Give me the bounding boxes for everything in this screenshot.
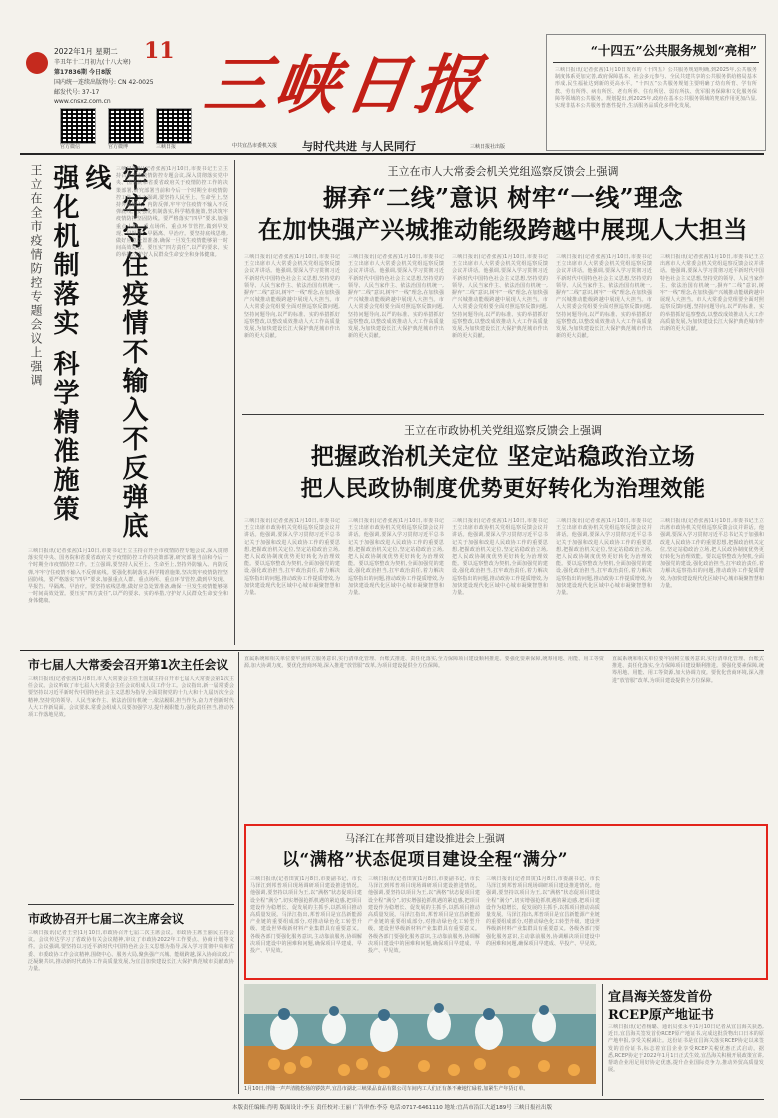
highlight-right-text: 直属系统和相关单位要牢固树立服务意识,实行清单化管理、台账式推进、责任化落实,全力保障项目建设顺利推进。要强化要素保障,统筹用地、用能、用工等资源,加大协调力度。要优化营商环境,深入推进“放管服”改革,为项目建设提供全方位保障。 bbox=[612, 656, 764, 684]
side-story-two-body: 三峡日报讯(记者王莹)1月10日,市政协召开七届二次主席会议。市政协主席王丽民主持会议。会议传达学习了省政协有关会议精神,审议了市政协2022年工作要点、协商计划等文件。会议强调,要坚持以习近平新时代中国特色社会主义思想为指导,深入学习贯彻中央和省委、市委政协工作会议精神,围绕中心、服务大局,聚焦强产兴城、能级跨越,深入协商议政,广泛凝聚共识,推动新时代政协工作高质量发展,为宜昌加快建设长江大保护典范城市贡献政协力量。 bbox=[28, 930, 234, 973]
masthead-date-line: 2022年1月 星期二 bbox=[54, 47, 118, 56]
top-box-body: 三峡日报讯(记者张茜)1月10日发布的《十四五》公共服务规划明确,到2025年,公共服务制度体系更加完善,政府保障基本、社会多元参与、全民共建共享的公共服务供给格局基本形成,民生福祉达到新的更高水平。“十四五”公共服务规划主要明确了幼有所育、学有所教、劳有所得、病有所医、老有所养、住有所居、弱有所扶、优军服务保障和文化服务保障等领域的公共服务。规划提出,到2025年,政府在基本公共服务领域的兜底作用更加凸显,实现非基本公共服务普惠性提升,生活服务品质化多样化发展。 bbox=[555, 67, 757, 110]
masthead-issue: 第17836期 今日8版 bbox=[54, 69, 112, 76]
article-two-headline-1: 把握政治机关定位 坚定站稳政治立场 bbox=[310, 443, 696, 470]
article-one-col-1: 三峡日报讯(记者张茜)1月10日,市委书记王立出席市人大常委会机关党组巡察反馈会议并讲话。他强调,要深入学习贯彻习近平新时代中国特色社会主义思想,坚持党的领导、人民当家作主、依法治国有机统一,摒弃“二线”意识,树牢“一线”理念,在加快强产兴城推动能级跨越中展现人大担当。市人大常委会党组要全面对照巡察反馈问题,坚持问题导向,以严的标准、实的举措抓好巡察整改,以整改成效推动人大工作高质量发展,为加快建设长江大保护典范城市作出新的更大贡献。 bbox=[244, 254, 340, 340]
qr-code-weibo bbox=[108, 108, 144, 144]
photo-caption: 1月10日,伴随一声声清脆悠扬的锣鼓声,宜昌市湖北三峡果品食品有限公司车间内工人们正有条不紊地忙碌着,加紧生产年货订单。 bbox=[244, 1086, 529, 1092]
masthead-publisher: 三峡日报社出版 bbox=[470, 144, 506, 150]
qr-label-app: 三峡日报 bbox=[156, 144, 177, 150]
highlight-kicker: 马泽江在邦普项目建设推进会上强调 bbox=[345, 834, 505, 845]
article-two-col-3: 三峡日报讯(记者张茜)1月10日,市委书记王立出席市政协机关党组巡察反馈会议并讲话。他强调,要深入学习贯彻习近平总书记关于加强和改进人民政协工作的重要思想,把握政治机关定位,坚定站稳政治立场,把人民政协制度优势更好转化为治理效能。要以巡察整改为契机,全面加强党的建设,强化政治担当,扛牢政治责任,着力解决巡察指出的问题,推动政协工作提质增效,为加快建设现代化区域中心城市凝聚智慧和力量。 bbox=[452, 518, 548, 597]
highlight-col-3: 三峡日报讯(记者田寅)1月8日,市委副书记、市长马泽江到邦普项目现场调研项目建设推进情况。他强调,要坚持以项目为王,以“满格”状态促项目建设全程“满分”,切实增强抢抓机遇的紧迫感,把项目建设作为稳增长、促发展的主抓手,以抓项目推动高质量发展。马泽江指出,邦普项目是宜昌新能源产业链的重要组成部分,对推动绿色化工转型升级、建设世界级新材料产业集群具有重要意义。各级各部门要强化服务意识,主动靠前服务,协调解决项目建设中的困难和问题,确保项目早建成、早投产、早见效。 bbox=[486, 876, 600, 947]
city-emblem-icon bbox=[26, 52, 48, 74]
rcep-body: 三峡日报讯(记者杨璐、通讯员张永平)1月10日记者从宜昌海关获悉,近日,宜昌海关签发首份RCEP原产地证书,完成这批货物出口日本的原产地申报,享受关税减让。这份证书是宜昌海关落实RCEP协定以来签发的首份证书,标志着宜昌企业享受RCEP关税优惠正式启动。据悉,RCEP协定于2022年1月1日正式生效,宜昌海关积极开展政策宣讲,帮助企业用足用好协定优惠,提升企业国际竞争力,推动外贸高质量发展。 bbox=[608, 1024, 764, 1074]
left-column-body: 三峡日报讯(记者张茜)1月10日,市委书记王立主持召开全市疫情防控专题会议,深入贯彻落实党中央、国务院和省委省政府关于疫情防控工作的决策部署,研究部署当前和今后一个时期全市疫情防控工作。王立强调,要坚持人民至上、生命至上,坚持外防输入、内防反弹,牢牢守住疫情不输入不反弹底线。要强化机制落实,科学精准施策,坚决筑牢疫情防控坚固防线。要严格落实“四早”要求,加强重点人群、重点场所、重点环节管控,做到早发现、早报告、早隔离、早治疗。要坚持底线思维,做好应急处置准备,确保一旦发生疫情能够第一时间高效处置。要压实“四方责任”,以严的要求、实的举措,守护好人民群众生命安全和身体健康。 bbox=[116, 166, 228, 259]
article-one-headline-1: 摒弃“二线”意识 树牢“一线”理念 bbox=[322, 183, 684, 212]
masthead-org-line: 中共宜昌市委机关报 bbox=[232, 143, 278, 149]
article-one-headline-2: 在加快强产兴城推动能级跨越中展现人大担当 bbox=[258, 215, 748, 244]
column-divider bbox=[234, 160, 235, 645]
highlight-col-2: 三峡日报讯(记者田寅)1月8日,市委副书记、市长马泽江到邦普项目现场调研项目建设推进情况。他强调,要坚持以项目为王,以“满格”状态促项目建设全程“满分”,切实增强抢抓机遇的紧迫感,把项目建设作为稳增长、促发展的主抓手,以抓项目推动高质量发展。马泽江指出,邦普项目是宜昌新能源产业链的重要组成部分,对推动绿色化工转型升级、建设世界级新材料产业集群具有重要意义。各级各部门要强化服务意识,主动靠前服务,协调解决项目建设中的困难和问题,确保项目早建成、早投产、早见效。 bbox=[368, 876, 480, 955]
footer-line: 本版责任编辑:肖明 版面设计:李玉 责任校对:王丽 广告审查:李芬 电话:0717-6461110 地址:宜昌市沿江大道189号 三峡日报社出版 bbox=[231, 1105, 553, 1111]
article-two-col-2: 三峡日报讯(记者张茜)1月10日,市委书记王立出席市政协机关党组巡察反馈会议并讲话。他强调,要深入学习贯彻习近平总书记关于加强和改进人民政协工作的重要思想,把握政治机关定位,坚定站稳政治立场,把人民政协制度优势更好转化为治理效能。要以巡察整改为契机,全面加强党的建设,强化政治担当,扛牢政治责任,着力解决巡察指出的问题,推动政协工作提质增效,为加快建设现代化区域中心城市凝聚智慧和力量。 bbox=[348, 518, 444, 597]
newspaper-logo: 三峡日报 bbox=[199, 48, 491, 123]
masthead bbox=[0, 0, 778, 152]
rcep-headline-1: 宜昌海关签发首份 bbox=[608, 990, 713, 1005]
masthead-lunar-line: 辛丑年十二月初九(十八大寒) bbox=[54, 59, 131, 66]
masthead-post-line: 邮发代号: 37-17 bbox=[54, 89, 100, 96]
article-one-col-5: 三峡日报讯(记者张茜)1月10日,市委书记王立出席市人大常委会机关党组巡察反馈会议并讲话。他强调,要深入学习贯彻习近平新时代中国特色社会主义思想,坚持党的领导、人民当家作主、依法治国有机统一,摒弃“二线”意识,树牢“一线”理念,在加快强产兴城推动能级跨越中展现人大担当。市人大常委会党组要全面对照巡察反馈问题,坚持问题导向,以严的标准、实的举措抓好巡察整改,以整改成效推动人大工作高质量发展,为加快建设长江大保护典范城市作出新的更大贡献。 bbox=[660, 254, 764, 333]
factory-photo bbox=[244, 984, 596, 1084]
side-story-one-body: 三峡日报讯(记者张茜)1月8日,市人大常委会主任王国斌主持召开市七届人大常委会第1次主任会议。会议听取了市七届人大常委会主任会议组成人员工作分工。会议指出,新一届常委会要坚持以习近平新时代中国特色社会主义思想为指导,全面贯彻党的十九大和十九届历次全会精神,坚持党的领导、人民当家作主、依法治国有机统一,依法履职,担当作为,奋力开创新时代人大工作新局面。会议要求,常委会组成人员要加强学习,提升履职能力,强化责任担当,推动各项工作落地见效。 bbox=[28, 676, 234, 719]
divider bbox=[553, 62, 759, 63]
factory-photo-illustration bbox=[244, 984, 596, 1084]
masthead-site: www.cnsxz.com.cn bbox=[54, 98, 111, 105]
highlight-top-text: 直属系统和相关单位要牢固树立服务意识,实行清单化管理、台账式推进、责任化落实,全力保障项目建设顺利推进。要强化要素保障,统筹用地、用能、用工等资源,加大协调力度。要优化营商环境,深入推进“放管服”改革,为项目建设提供全方位保障。 bbox=[244, 656, 604, 670]
divider bbox=[242, 414, 764, 415]
highlight-headline: 以“满格”状态促项目建设全程“满分” bbox=[281, 850, 569, 870]
top-box bbox=[546, 34, 766, 151]
qr-label-wechat: 官方微信 bbox=[60, 144, 81, 150]
qr-code-app bbox=[156, 108, 192, 144]
vertical-kicker: 王立在全市疫情防控专题会议上强调 bbox=[29, 164, 43, 388]
left-column-body-lower: 三峡日报讯(记者张茜)1月10日,市委书记王立主持召开全市疫情防控专题会议,深入贯彻落实党中央、国务院和省委省政府关于疫情防控工作的决策部署,研究部署当前和今后一个时期全市疫情防控工作。王立强调,要坚持人民至上、生命至上,坚持外防输入、内防反弹,牢牢守住疫情不输入不反弹底线。要强化机制落实,科学精准施策,坚决筑牢疫情防控坚固防线。要严格落实“四早”要求,加强重点人群、重点场所、重点环节管控,做到早发现、早报告、早隔离、早治疗。要坚持底线思维,做好应急处置准备,确保一旦发生疫情能够第一时间高效处置。要压实“四方责任”,以严的要求、实的举措,守护好人民群众生命安全和身体健康。 bbox=[28, 548, 228, 605]
masthead-slogan: 与时代共进 与人民同行 bbox=[302, 140, 416, 153]
column-divider bbox=[238, 652, 239, 1094]
masthead-cn-line: 国内统一连续出版物号: CN 42-0025 bbox=[54, 79, 154, 86]
rcep-headline-2: RCEP原产地证书 bbox=[608, 1008, 714, 1023]
article-two-kicker: 王立在市政协机关党组巡察反馈会上强调 bbox=[404, 424, 602, 437]
article-two-col-1: 三峡日报讯(记者张茜)1月10日,市委书记王立出席市政协机关党组巡察反馈会议并讲话。他强调,要深入学习贯彻习近平总书记关于加强和改进人民政协工作的重要思想,把握政治机关定位,坚定站稳政治立场,把人民政协制度优势更好转化为治理效能。要以巡察整改为契机,全面加强党的建设,强化政治担当,扛牢政治责任,着力解决巡察指出的问题,推动政协工作提质增效,为加快建设现代化区域中心城市凝聚智慧和力量。 bbox=[244, 518, 340, 597]
page-number: 11 bbox=[144, 38, 175, 64]
qr-code-wechat bbox=[60, 108, 96, 144]
column-divider bbox=[602, 984, 603, 1096]
article-one-col-4: 三峡日报讯(记者张茜)1月10日,市委书记王立出席市人大常委会机关党组巡察反馈会议并讲话。他强调,要深入学习贯彻习近平新时代中国特色社会主义思想,坚持党的领导、人民当家作主、依法治国有机统一,摒弃“二线”意识,树牢“一线”理念,在加快强产兴城推动能级跨越中展现人大担当。市人大常委会党组要全面对照巡察反馈问题,坚持问题导向,以严的标准、实的举措抓好巡察整改,以整改成效推动人大工作高质量发展,为加快建设长江大保护典范城市作出新的更大贡献。 bbox=[556, 254, 652, 340]
masthead-rule bbox=[20, 153, 764, 155]
side-story-one-headline: 市七届人大常委会召开第1次主任会议 bbox=[28, 658, 229, 672]
article-two-col-4: 三峡日报讯(记者张茜)1月10日,市委书记王立出席市政协机关党组巡察反馈会议并讲话。他强调,要深入学习贯彻习近平总书记关于加强和改进人民政协工作的重要思想,把握政治机关定位,坚定站稳政治立场,把人民政协制度优势更好转化为治理效能。要以巡察整改为契机,全面加强党的建设,强化政治担当,扛牢政治责任,着力解决巡察指出的问题,推动政协工作提质增效,为加快建设现代化区域中心城市凝聚智慧和力量。 bbox=[556, 518, 652, 597]
article-two-col-5: 三峡日报讯(记者张茜)1月10日,市委书记王立出席市政协机关党组巡察反馈会议并讲话。他强调,要深入学习贯彻习近平总书记关于加强和改进人民政协工作的重要思想,把握政治机关定位,坚定站稳政治立场,把人民政协制度优势更好转化为治理效能。要以巡察整改为契机,全面加强党的建设,强化政治担当,扛牢政治责任,着力解决巡察指出的问题,推动政协工作提质增效,为加快建设现代化区域中心城市凝聚智慧和力量。 bbox=[660, 518, 764, 589]
article-two-headline-2: 把人民政协制度优势更好转化为治理效能 bbox=[300, 476, 706, 502]
footer-rule bbox=[20, 1099, 764, 1100]
vertical-headline-second: 强化机制落实 科学精准施策 bbox=[49, 164, 79, 525]
qr-label-weibo: 官方微博 bbox=[108, 144, 129, 150]
highlight-col-1: 三峡日报讯(记者田寅)1月8日,市委副书记、市长马泽江到邦普项目现场调研项目建设推进情况。他强调,要坚持以项目为王,以“满格”状态促项目建设全程“满分”,切实增强抢抓机遇的紧迫感,把项目建设作为稳增长、促发展的主抓手,以抓项目推动高质量发展。马泽江指出,邦普项目是宜昌新能源产业链的重要组成部分,对推动绿色化工转型升级、建设世界级新材料产业集群具有重要意义。各级各部门要强化服务意识,主动靠前服务,协调解决项目建设中的困难和问题,确保项目早建成、早投产、早见效。 bbox=[250, 876, 362, 955]
divider bbox=[28, 904, 234, 905]
article-one-kicker: 王立在市人大常委会机关党组巡察反馈会上强调 bbox=[387, 165, 619, 178]
article-one-col-2: 三峡日报讯(记者张茜)1月10日,市委书记王立出席市人大常委会机关党组巡察反馈会议并讲话。他强调,要深入学习贯彻习近平新时代中国特色社会主义思想,坚持党的领导、人民当家作主、依法治国有机统一,摒弃“二线”意识,树牢“一线”理念,在加快强产兴城推动能级跨越中展现人大担当。市人大常委会党组要全面对照巡察反馈问题,坚持问题导向,以严的标准、实的举措抓好巡察整改,以整改成效推动人大工作高质量发展,为加快建设长江大保护典范城市作出新的更大贡献。 bbox=[348, 254, 444, 340]
article-one-col-3: 三峡日报讯(记者张茜)1月10日,市委书记王立出席市人大常委会机关党组巡察反馈会议并讲话。他强调,要深入学习贯彻习近平新时代中国特色社会主义思想,坚持党的领导、人民当家作主、依法治国有机统一,摒弃“二线”意识,树牢“一线”理念,在加快强产兴城推动能级跨越中展现人大担当。市人大常委会党组要全面对照巡察反馈问题,坚持问题导向,以严的标准、实的举措抓好巡察整改,以整改成效推动人大工作高质量发展,为加快建设长江大保护典范城市作出新的更大贡献。 bbox=[452, 254, 548, 340]
side-story-two-headline: 市政协召开七届二次主席会议 bbox=[28, 912, 185, 926]
section-rule bbox=[20, 650, 764, 651]
vertical-headline-main: 牢牢守住疫情不输入不反弹底线 bbox=[81, 164, 148, 541]
top-box-title: “十四五”公共服务规划“亮相” bbox=[590, 43, 757, 58]
